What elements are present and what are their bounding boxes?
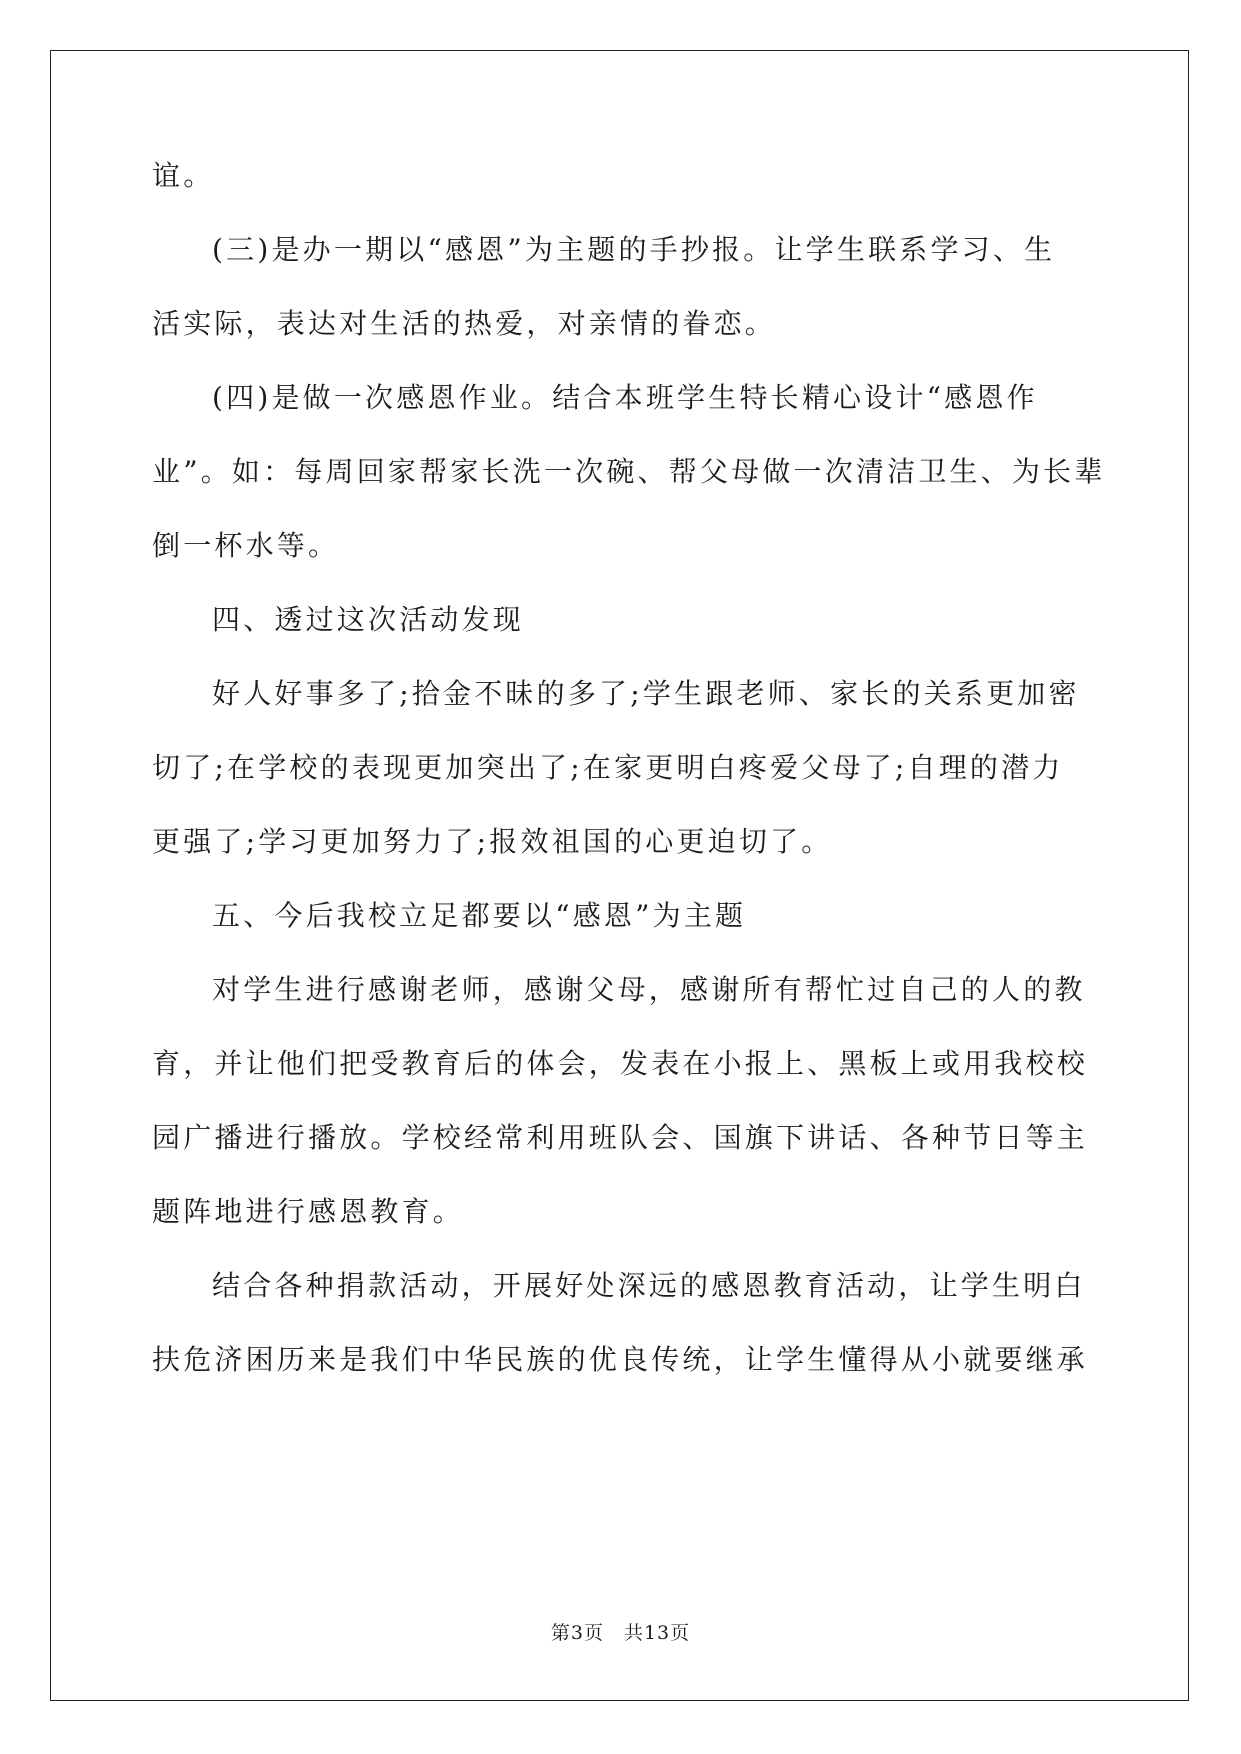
text-line: 好人好事多了;拾金不昧的多了;学生跟老师、家长的关系更加密	[212, 677, 1080, 710]
text-line: 倒一杯水等。	[152, 529, 340, 562]
text-line: 活实际，表达对生活的热爱，对亲情的眷恋。	[152, 307, 777, 340]
section-heading: 五、今后我校立足都要以“感恩”为主题	[212, 899, 747, 932]
section-heading: 四、透过这次活动发现	[212, 603, 525, 636]
text-line: 育，并让他们把受教育后的体会，发表在小报上、黑板上或用我校校	[152, 1047, 1089, 1080]
text-line: (四)是做一次感恩作业。结合本班学生特长精心设计“感恩作	[212, 381, 1038, 414]
page-number: 第3页 共13页	[550, 1622, 691, 1644]
text-line: 结合各种捐款活动，开展好处深远的感恩教育活动，让学生明白	[212, 1269, 1086, 1302]
text-line: 对学生进行感谢老师，感谢父母，感谢所有帮忙过自己的人的教	[212, 973, 1086, 1006]
text-line: 切了;在学校的表现更加突出了;在家更明白疼爱父母了;自理的潜力	[152, 751, 1064, 784]
text-line: 谊。	[152, 159, 215, 192]
text-line: 更强了;学习更加努力了;报效祖国的心更迫切了。	[152, 825, 833, 858]
text-line: 扶危济困历来是我们中华民族的优良传统，让学生懂得从小就要继承	[152, 1343, 1089, 1376]
page-border	[50, 50, 1189, 1701]
text-line: 业”。如：每周回家帮家长洗一次碗、帮父母做一次清洁卫生、为长辈	[152, 455, 1106, 488]
text-line: 园广播进行播放。学校经常利用班队会、国旗下讲话、各种节日等主	[152, 1121, 1089, 1154]
text-line: (三)是办一期以“感恩”为主题的手抄报。让学生联系学习、生	[212, 233, 1056, 266]
text-line: 题阵地进行感恩教育。	[152, 1195, 465, 1228]
